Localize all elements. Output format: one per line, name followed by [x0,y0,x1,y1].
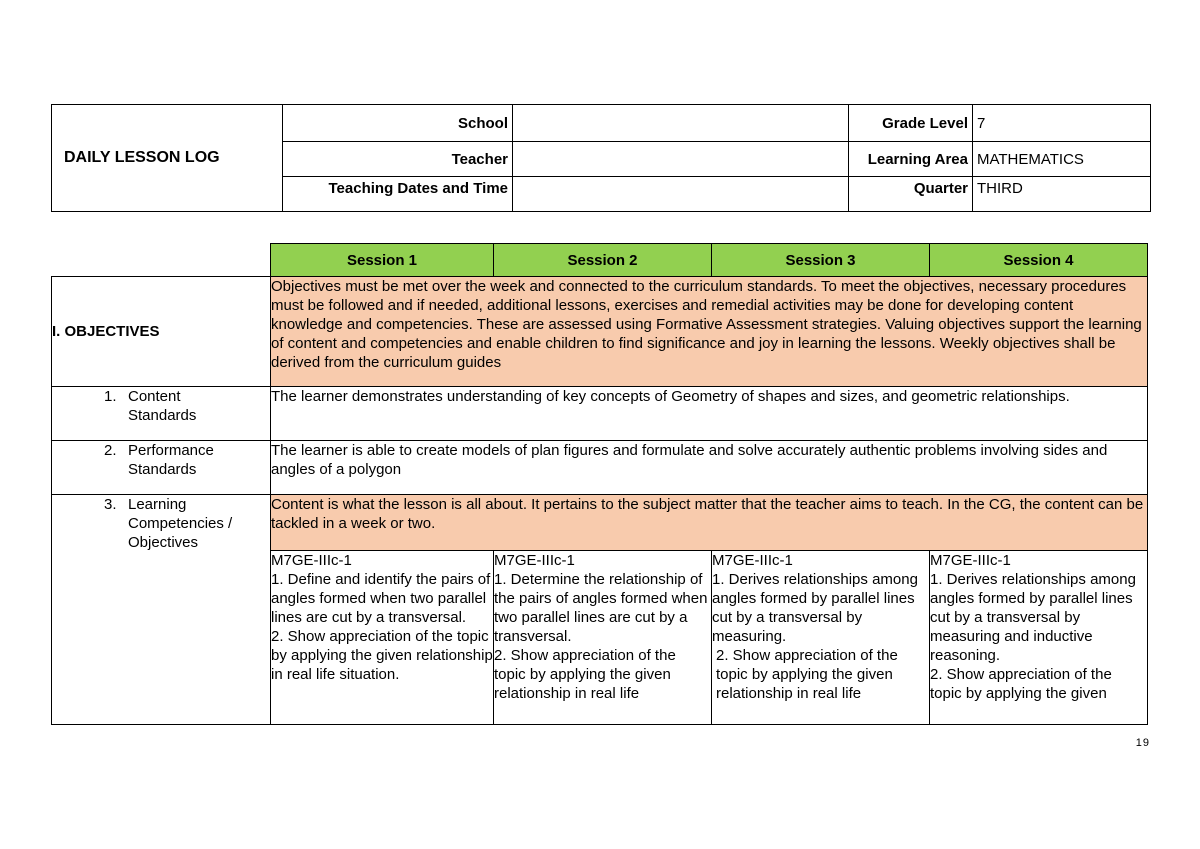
session-4-competency [930,551,1148,725]
session-2-objective-2: 2. Show appreciation of the topic by applying the given relationship in real life [494,647,676,702]
session-1-objective-2: 2. Show appreciation of the topic by applying the given relationship in real life situation. [271,628,493,683]
learning-area-label: Learning Area [849,142,973,177]
grade-level-value[interactable]: 7 [973,105,1151,142]
teacher-value[interactable] [513,142,849,177]
learning-competencies-number: 3. [104,496,117,513]
session-2-code: M7GE-IIIc-1 [494,552,575,569]
grade-level-label: Grade Level [849,105,973,142]
document-title: DAILY LESSON LOG [52,105,283,212]
school-value[interactable] [513,105,849,142]
session-1-code: M7GE-IIIc-1 [271,552,352,569]
session-4-objective-1: 1. Derives relationships among angles formed by parallel lines cut by a transversal by measuring and inductive reasoning. [930,571,1136,664]
page-number: 19 [1135,737,1150,749]
content-standards-title: Content Standards [128,388,197,424]
performance-standards-title: Performance Standards [128,442,214,478]
session-3-objective-2: 2. Show appreciation of the topic by applying the given relationship in real life [716,647,898,702]
content-standards-row [52,387,1148,441]
performance-standards-label [52,441,271,495]
content-standards-number: 1. [104,388,117,405]
session-4-code: M7GE-IIIc-1 [930,552,1011,569]
teaching-dates-value[interactable] [513,177,849,212]
session-2-objective-1: 1. Determine the relationship of the pairs of angles formed when two parallel lines are cut by a transversal. [494,571,708,645]
session-3-code: M7GE-IIIc-1 [712,552,793,569]
session-4-header: Session 4 [930,244,1148,277]
teaching-dates-label: Teaching Dates and Time [283,177,513,212]
objectives-row [52,277,1148,387]
session-3-objective-1: 1. Derives relationships among angles formed by parallel lines cut by a transversal by measuring. [712,571,918,645]
school-label: School [283,105,513,142]
learning-competencies-intro: Content is what the lesson is all about. It pertains to the subject matter that the teacher aims to teach. In the CG, the content can be tackled in a week or two. [271,495,1148,551]
performance-standards-number: 2. [104,442,117,459]
session-1-objective-1: 1. Define and identify the pairs of angles formed when two parallel lines are cut by a transversal. [271,571,491,626]
lesson-table [51,243,1148,725]
session-header-row [52,244,1148,277]
objectives-text: Objectives must be met over the week and connected to the curriculum standards. To meet the objectives, necessary procedures must be followed and if needed, additional lessons, exercises and remedial activities may be done for developing content knowledge and competencies. These are assessed using Formative Assessment strategies. Valuing objectives support the learning of content and competencies and enable children to find significance and joy in learning the lessons. Weekly objectives shall be derived from the curriculum guides [271,277,1148,387]
session-1-competency [271,551,494,725]
performance-standards-row [52,441,1148,495]
quarter-label: Quarter [849,177,973,212]
objectives-label: I. OBJECTIVES [52,277,271,387]
performance-standards-text: The learner is able to create models of plan figures and formulate and solve accurately authentic problems involving sides and angles of a polygon [271,441,1148,495]
learning-competencies-title: Learning Competencies / Objectives [128,496,233,551]
session-1-header: Session 1 [271,244,494,277]
teacher-label: Teacher [283,142,513,177]
learning-competencies-label [52,495,271,725]
session-2-header: Session 2 [494,244,712,277]
quarter-value[interactable]: THIRD [973,177,1151,212]
content-standards-text: The learner demonstrates understanding of key concepts of Geometry of shapes and sizes, and geometric relationships. [271,387,1148,441]
learning-area-value[interactable]: MATHEMATICS [973,142,1151,177]
session-3-header: Session 3 [712,244,930,277]
content-standards-label [52,387,271,441]
session-4-objective-2: 2. Show appreciation of the topic by applying the given [930,666,1112,702]
header-table [51,104,1151,212]
learning-competencies-row [52,495,1148,551]
session-2-competency [494,551,712,725]
session-3-competency [712,551,930,725]
